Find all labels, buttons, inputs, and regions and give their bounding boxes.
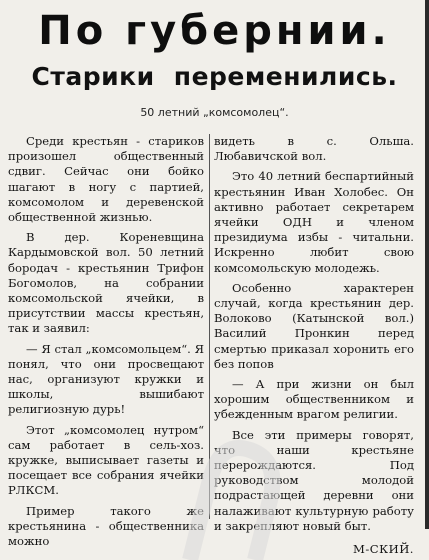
paragraph: — А при жизни он был хорошим общественником и убежденным врагом религии. <box>214 377 414 422</box>
left-column <box>8 134 204 554</box>
paragraph: Пример такого же крестьянина - общественника можно <box>8 503 204 549</box>
author-signature: М-СКИЙ. <box>352 542 414 557</box>
paragraph: — Я стал „комсомольцем“. Я понял, что они просвещают нас, организуют кружки и школы, вышибают религиозную дурь! <box>8 341 204 417</box>
column-divider <box>209 134 210 519</box>
page-edge <box>425 0 429 529</box>
article-title: Старики переменились. <box>31 62 398 91</box>
paragraph: Среди крестьян - стариков произошел общественный сдвиг. Сейчас они бойко шагают в ногу с партией, комсомолом и деревенской общественной жизнью. <box>8 134 204 225</box>
paragraph: Это 40 летний беспартийный крестьянин Иван Холобес. Он активно работает секретарем ячейки ОДН и членом президиума избы - читальни. Искренно любит свою комсомольскую молодежь. <box>214 169 414 275</box>
paragraph: В дер. Кореневщина Кардымовской вол. 50 летний бородач - крестьянин Трифон Богомолов, на собрании комсомольской ячейки, в присутствии массы крестьян, так и заявил: <box>8 230 204 336</box>
paragraph: видеть в с. Ольша. Любавичской вол. <box>214 134 414 164</box>
paragraph: Этот „комсомолец нутром“ сам работает в сель-хоз. кружке, выписывает газеты и посещает все собрания ячейки РЛКСМ. <box>8 422 204 498</box>
section-headline: По губернии. <box>38 8 391 54</box>
paragraph: Особенно характерен случай, когда крестьянин дер. Волоково (Катынской вол.) Василий Пронкин перед смертью приказал хоронить его без попов <box>214 280 414 371</box>
article-tagline: 50 летний „комсомолец“. <box>140 106 289 119</box>
right-column <box>214 134 414 557</box>
paragraph: Все эти примеры говорят, что наши крестьяне перерождаются. Под руководством молодой подрастающей деревни они налаживают культурную работу и закрепляют новый быт. <box>214 427 414 533</box>
